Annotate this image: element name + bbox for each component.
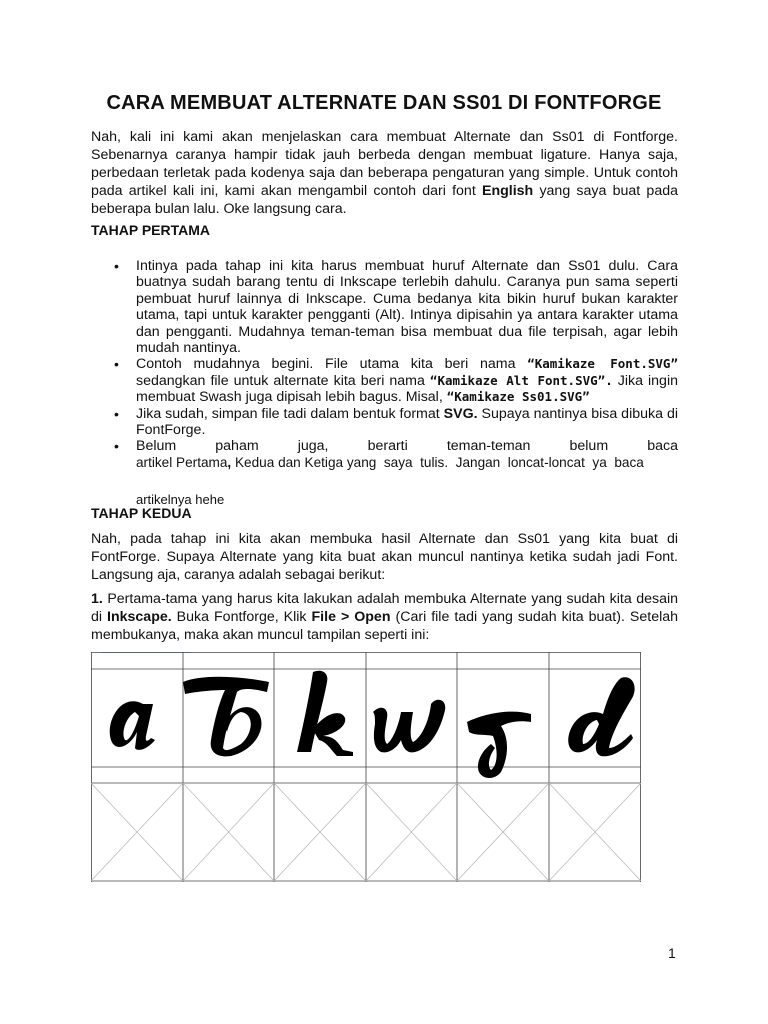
word: baca — [647, 438, 678, 455]
filename-kamikaze-alt-font: “Kamikaze Alt Font.SVG”. — [429, 372, 613, 388]
bullet-icon: • — [114, 258, 119, 274]
format-svg-bold: SVG. — [443, 405, 478, 422]
steps-bullet-list — [91, 258, 678, 509]
bullet-4-line-2 — [136, 455, 678, 471]
bullet-icon: • — [114, 438, 119, 455]
word: paham — [215, 438, 259, 455]
bullet-text-2a: Contoh mudahnya begini. File utama kita beri nama — [136, 356, 528, 373]
bullet-icon: • — [114, 356, 119, 373]
bullet-text-2c: Jika ingin membuat Swash juga dipisah lebih bagus. Misal, — [136, 372, 678, 406]
list-item — [91, 438, 678, 508]
step-1-file: File — [311, 609, 336, 625]
list-item — [91, 406, 678, 439]
bullet-text-2b: sedangkan file untuk alternate kita beri nama — [136, 372, 430, 389]
page-number: 1 — [668, 945, 676, 961]
bullet-4-text-a: artikel Pertama — [136, 454, 228, 470]
bullet-text-3a: Jika sudah, simpan file tadi dalam bentuk format — [136, 405, 444, 422]
page-title: CARA MEMBUAT ALTERNATE DAN SS01 DI FONTFORGE — [106, 92, 662, 114]
word: belum — [569, 438, 609, 455]
filename-kamikaze-font: “Kamikaze Font.SVG” — [527, 356, 678, 372]
section-heading-tahap-kedua: TAHAP KEDUA — [91, 505, 192, 521]
list-item — [91, 258, 678, 356]
intro-paragraph — [91, 128, 678, 218]
bullet-text-3b: Supaya nantinya bisa dibuka di FontForge. — [136, 405, 678, 439]
step-1-text-c: (Cari file tadi yang sudah kita buat). Setelah membukanya, maka akan muncul tampilan seperti ini: — [91, 609, 679, 643]
bullet-icon: • — [114, 405, 119, 422]
bullet-4-line-1 — [136, 438, 678, 454]
section2-paragraph: Nah, pada tahap ini kita akan membuka hasil Alternate dan Ss01 yang kita buat di FontForge. Supaya Alternate yang kita buat akan muncul nantinya ketika sudah jadi Font. Langsung aja, caranya adalah sebagai berikut: — [91, 531, 678, 583]
bullet-4-line-3: artikelnya hehe — [136, 492, 225, 508]
step-number: 1. — [91, 591, 103, 607]
step-1-text-a: Pertama-tama yang harus kita lakukan adalah membuka Alternate yang sudah kita desain di — [91, 591, 678, 625]
intro-text-2: yang saya buat pada beberapa bulan lalu. Oke langsung cara. — [91, 183, 678, 217]
step-1-text-b: Buka Fontforge, Klik — [171, 609, 312, 625]
list-item — [91, 356, 678, 405]
intro-bold-english: English — [481, 183, 534, 199]
step-1-open: Open — [354, 609, 391, 625]
step-1-gt: > — [335, 609, 355, 625]
section-heading-tahap-pertama: TAHAP PERTAMA — [91, 222, 210, 238]
filename-kamikaze-ss01: “Kamikaze Ss01.SVG” — [446, 389, 590, 405]
word: berarti — [367, 438, 408, 455]
word: Belum — [136, 438, 177, 455]
intro-text-1: Nah, kali ini kami akan menjelaskan cara membuat Alternate dan Ss01 di Fontforge. Sebenarnya caranya hampir tidak jauh berbeda dengan membuat ligature. Hanya saja, perbedaan terletak pada kodenya saja dan beberapa pengaturan yang simple. Untuk contoh pada artikel kali ini, kami akan mengambil contoh dari font — [91, 129, 678, 199]
step-1-paragraph — [91, 590, 678, 644]
step-1-inkscape: Inkscape. — [107, 609, 172, 625]
word: juga, — [297, 438, 329, 455]
bullet-4-comma: , — [227, 454, 232, 470]
bullet-4-text-b: Kedua dan Ketiga yang saya tulis. Jangan loncat-loncat ya baca — [231, 454, 644, 470]
fontforge-glyph-grid-screenshot — [91, 652, 641, 882]
bullet-text-1: Intinya pada tahap ini kita harus membuat huruf Alternate dan Ss01 dulu. Cara buatnya sudah barang tentu di Inkscape terlebih dahulu. Caranya pun sama seperti pembuat huruf lainnya di Inkscape. Cuma bedanya kita bikin huruf bukan karakter utama, tapi untuk karakter pengganti (Alt). Intinya dipisahin ya antara karakter utama dan pengganti. Mudahnya teman-teman bisa membuat dua file terpisah, agar lebih mudah nantinya. — [136, 258, 678, 357]
word: teman-teman — [446, 438, 531, 455]
